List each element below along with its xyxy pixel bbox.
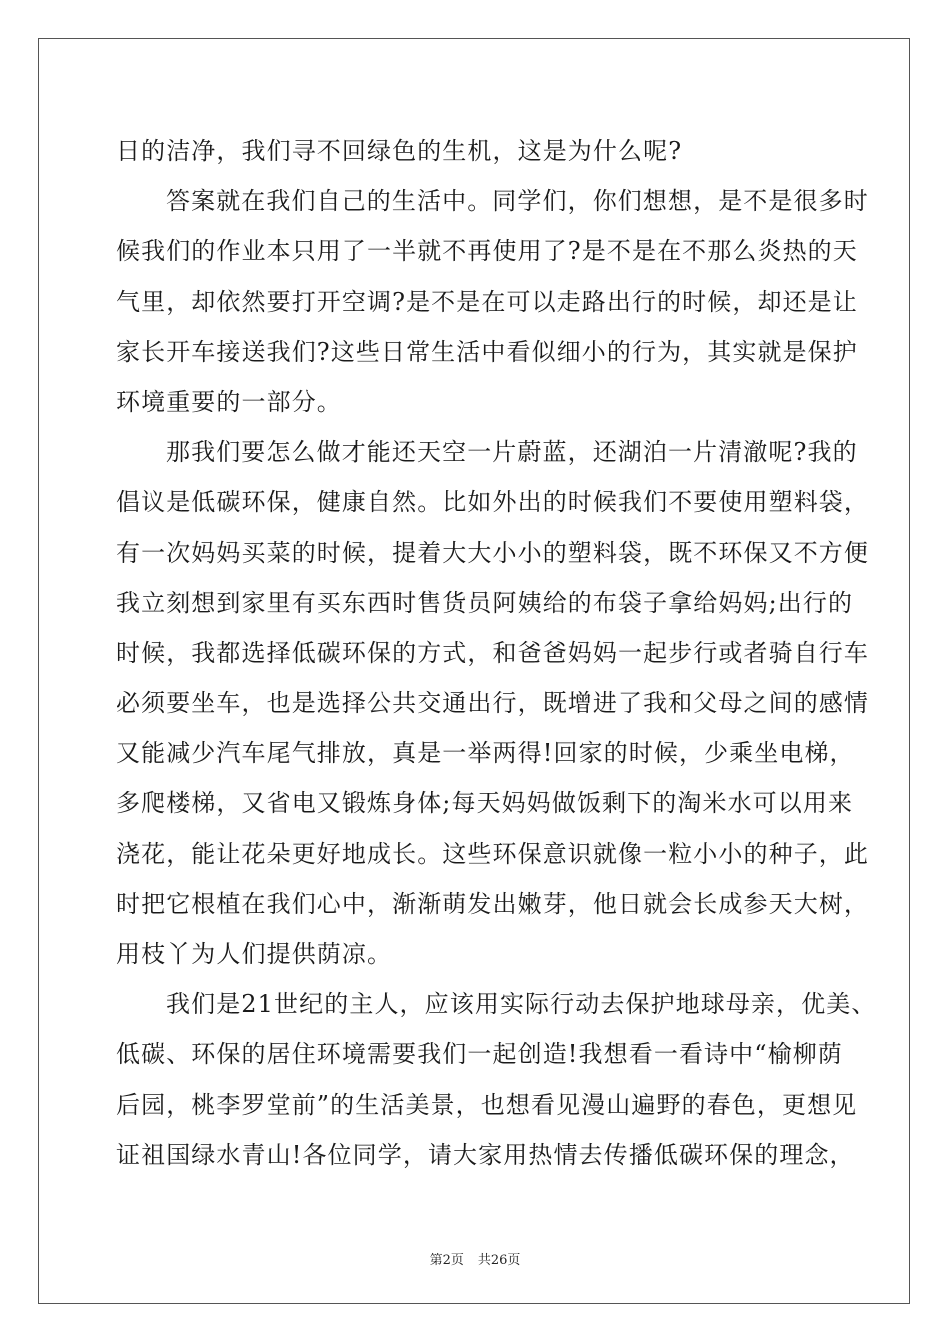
page-number: 第2页 <box>429 1253 464 1268</box>
text-line: 时把它根植在我们心中，渐渐萌发出嫩芽，他日就会长成参天大树， <box>116 889 869 918</box>
text-line: 有一次妈妈买菜的时候，提着大大小小的塑料袋，既不环保又不方便 <box>116 538 869 567</box>
page-footer <box>0 1249 950 1268</box>
text-line: 那我们要怎么做才能还天空一片蔚蓝，还湖泊一片清澈呢?我的 <box>166 438 858 467</box>
text-line: 必须要坐车，也是选择公共交通出行，既增进了我和父母之间的感情 <box>116 689 869 718</box>
text-line: 环境重要的一部分。 <box>116 387 342 416</box>
text-line: 证祖国绿水青山!各位同学，请大家用热情去传播低碳环保的理念， <box>116 1140 855 1169</box>
text-line: 浇花，能让花朵更好地成长。这些环保意识就像一粒小小的种子，此 <box>116 839 869 868</box>
text-line: 家长开车接送我们?这些日常生活中看似细小的行为，其实就是保护 <box>116 337 858 366</box>
text-line: 后园，桃李罗堂前”的生活美景，也想看见漫山遍野的春色，更想见 <box>116 1090 858 1119</box>
text-line: 用枝丫为人们提供荫凉。 <box>116 940 393 968</box>
text-line: 时候，我都选择低碳环保的方式，和爸爸妈妈一起步行或者骑自行车 <box>116 638 869 667</box>
text-line: 候我们的作业本只用了一半就不再使用了?是不是在不那么炎热的天 <box>116 237 858 266</box>
document-body <box>116 126 877 1180</box>
text-line: 又能减少汽车尾气排放，真是一举两得!回家的时候，少乘坐电梯， <box>116 739 855 768</box>
text-line: 我立刻想到家里有买东西时售货员阿姨给的布袋子拿给妈妈;出行的 <box>116 588 854 617</box>
text-line: 气里，却依然要打开空调?是不是在可以走路出行的时候，却还是让 <box>116 287 858 316</box>
text-line: 低碳、环保的居住环境需要我们一起创造!我想看一看诗中“榆柳荫 <box>116 1040 843 1069</box>
text-line: 多爬楼梯，又省电又锻炼身体;每天妈妈做饭剩下的淘米水可以用来 <box>116 789 854 818</box>
text-line: 倡议是低碳环保，健康自然。比如外出的时候我们不要使用塑料袋， <box>116 488 869 517</box>
page-total: 共26页 <box>477 1253 521 1268</box>
text-line: 答案就在我们自己的生活中。同学们，你们想想，是不是很多时 <box>166 187 869 216</box>
text-line: 我们是21世纪的主人，应该用实际行动去保护地球母亲，优美、 <box>166 990 877 1019</box>
text-line: 日的洁净，我们寻不回绿色的生机，这是为什么呢? <box>116 137 683 165</box>
